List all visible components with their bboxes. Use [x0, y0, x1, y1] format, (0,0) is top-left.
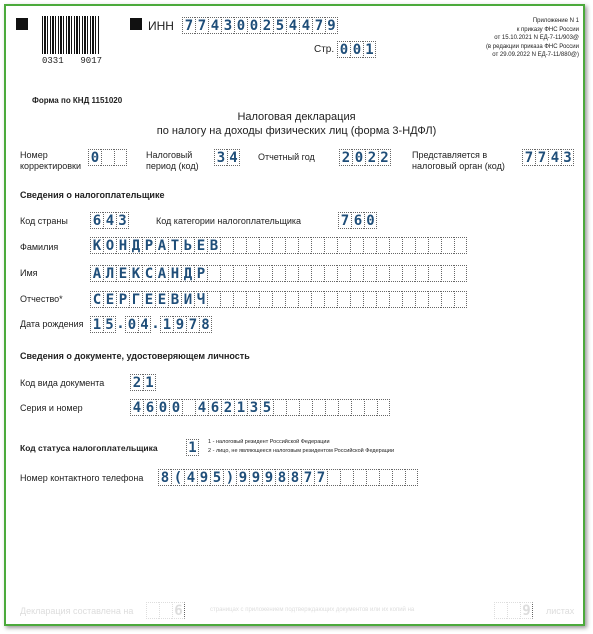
char-cell [324, 265, 337, 282]
char-cell [272, 237, 285, 254]
char-cell: 5 [273, 17, 286, 34]
char-cell: 7 [535, 149, 548, 166]
char-cell: 1 [160, 316, 173, 333]
char-cell [350, 237, 363, 254]
char-cell [207, 291, 220, 308]
char-cell [146, 602, 159, 619]
correction-label: Номер корректировки [20, 150, 82, 171]
char-cell [233, 237, 246, 254]
inn-label: ИНН [148, 19, 174, 33]
char-cell [351, 399, 364, 416]
char-cell [441, 237, 454, 254]
char-cell: 5 [210, 469, 223, 486]
char-cell: Р [116, 291, 129, 308]
char-cell: 9 [249, 469, 262, 486]
char-cell [246, 291, 259, 308]
char-cell [285, 237, 298, 254]
char-cell [312, 399, 325, 416]
char-cell: 6 [90, 212, 103, 229]
char-cell: А [155, 265, 168, 282]
series-number-field[interactable] [130, 399, 390, 416]
char-cell: Т [168, 237, 181, 254]
category-label: Код категории налогоплательщика [156, 216, 302, 226]
char-cell [415, 291, 428, 308]
char-cell: 6 [172, 602, 185, 619]
corner-marker-left [16, 18, 28, 30]
char-cell [246, 265, 259, 282]
char-cell: 3 [247, 399, 260, 416]
char-cell: 7 [182, 17, 195, 34]
year-label: Отчетный год [258, 152, 315, 162]
char-cell: Г [129, 291, 142, 308]
status-label: Код статуса налогоплательщика [20, 443, 158, 453]
char-cell [363, 265, 376, 282]
char-cell: Е [155, 291, 168, 308]
declaration-page [4, 4, 585, 626]
char-cell: 0 [337, 41, 350, 58]
char-cell [273, 399, 286, 416]
char-cell: 0 [234, 17, 247, 34]
char-cell [376, 237, 389, 254]
char-cell: К [90, 237, 103, 254]
char-cell: ) [223, 469, 236, 486]
patronymic-label: Отчество* [20, 294, 63, 304]
char-cell: В [168, 291, 181, 308]
country-label: Код страны [20, 216, 68, 226]
char-cell [402, 237, 415, 254]
char-cell: 5 [103, 316, 116, 333]
char-cell [114, 149, 127, 166]
attachment-label: страницах с приложением подтверждающих документов или их копий на [210, 607, 415, 613]
char-cell: К [129, 265, 142, 282]
authority-field[interactable] [522, 149, 574, 166]
document-type-field[interactable] [130, 374, 156, 391]
char-cell: 0 [350, 41, 363, 58]
sheets-label: листах [546, 606, 575, 616]
char-cell: 7 [338, 212, 351, 229]
char-cell: А [90, 265, 103, 282]
name-field[interactable] [90, 265, 467, 282]
char-cell: 2 [365, 149, 378, 166]
char-cell: Н [168, 265, 181, 282]
char-cell [259, 265, 272, 282]
char-cell [233, 265, 246, 282]
char-cell [298, 265, 311, 282]
char-cell: 2 [130, 374, 143, 391]
char-cell [337, 265, 350, 282]
char-cell: И [181, 291, 194, 308]
char-cell: 0 [125, 316, 138, 333]
char-cell [324, 291, 337, 308]
char-cell [376, 291, 389, 308]
char-cell: 0 [156, 399, 169, 416]
char-cell [259, 291, 272, 308]
char-cell: 4 [208, 17, 221, 34]
char-cell [402, 265, 415, 282]
document-section-title: Сведения о документе, удостоверяющем личность [20, 351, 250, 361]
char-cell [337, 291, 350, 308]
char-cell: 4 [184, 469, 197, 486]
char-cell: 2 [339, 149, 352, 166]
char-cell [377, 399, 390, 416]
char-cell: 6 [208, 399, 221, 416]
phone-label: Номер контактного телефона [20, 473, 144, 483]
char-cell: 3 [221, 17, 234, 34]
pages-field[interactable] [146, 602, 185, 619]
char-cell: 0 [364, 212, 377, 229]
char-cell [324, 237, 337, 254]
char-cell: 8 [288, 469, 301, 486]
char-cell: В [207, 237, 220, 254]
char-cell: 7 [314, 469, 327, 486]
char-cell [246, 237, 259, 254]
char-cell: 8 [199, 316, 212, 333]
footer [20, 602, 580, 622]
char-cell: Е [116, 265, 129, 282]
char-cell [207, 265, 220, 282]
char-cell [415, 237, 428, 254]
form-knd: Форма по КНД 1151020 [32, 96, 123, 105]
char-cell [159, 602, 172, 619]
char-cell [441, 265, 454, 282]
char-cell: 4 [227, 149, 240, 166]
birthdate-label: Дата рождения [20, 319, 84, 329]
period-label: Налоговый период (код) [146, 150, 199, 171]
char-cell: Ч [194, 291, 207, 308]
surname-label: Фамилия [20, 242, 59, 252]
char-cell: 4 [548, 149, 561, 166]
char-cell: Е [142, 291, 155, 308]
char-cell [363, 291, 376, 308]
char-cell: 3 [116, 212, 129, 229]
correction-field[interactable] [88, 149, 127, 166]
appendix-note: Приложение N 1 к приказу ФНС России от 15.10.2021 N ЕД-7-11/903@ (в редакции приказа ФНС России от 29.09.2022 N ЕД-7-11/880@) [485, 18, 579, 58]
char-cell: 7 [195, 17, 208, 34]
char-cell [350, 291, 363, 308]
status-field[interactable] [186, 439, 199, 456]
char-cell: 7 [522, 149, 535, 166]
char-cell [364, 399, 377, 416]
char-cell: 9 [236, 469, 249, 486]
char-cell: О [103, 237, 116, 254]
char-cell: Р [194, 265, 207, 282]
char-cell: 3 [561, 149, 574, 166]
name-label: Имя [20, 268, 38, 278]
surname-field[interactable] [90, 237, 467, 254]
char-cell: 9 [173, 316, 186, 333]
char-cell: С [90, 291, 103, 308]
char-cell: 4 [103, 212, 116, 229]
char-cell: 4 [130, 399, 143, 416]
char-cell [298, 237, 311, 254]
char-cell [428, 237, 441, 254]
char-cell [454, 265, 467, 282]
category-field[interactable] [338, 212, 377, 229]
char-cell [259, 237, 272, 254]
corner-marker-right [130, 18, 142, 30]
char-cell: 4 [286, 17, 299, 34]
barcode-number: 0331 9017 [42, 56, 102, 66]
char-cell: 0 [352, 149, 365, 166]
char-cell: 7 [186, 316, 199, 333]
char-cell: С [142, 265, 155, 282]
composed-label: Декларация составлена на [20, 606, 134, 616]
barcode [42, 16, 100, 54]
char-cell: 7 [312, 17, 325, 34]
char-cell: 4 [138, 316, 151, 333]
char-cell: 7 [301, 469, 314, 486]
year-field[interactable] [339, 149, 391, 166]
char-cell [507, 602, 520, 619]
form-title: Налоговая декларация по налогу на доходы физических лиц (форма 3-НДФЛ) [156, 111, 437, 137]
series-label: Серия и номер [20, 403, 83, 413]
char-cell [389, 265, 402, 282]
authority-label: Представляется в налоговый орган (код) [412, 150, 505, 171]
char-cell: 9 [262, 469, 275, 486]
phone-field[interactable] [158, 469, 418, 486]
birthdate-field[interactable]: 1 5 . 0 4 . 1 9 7 8 [90, 316, 212, 333]
char-cell [428, 265, 441, 282]
char-cell [220, 237, 233, 254]
char-cell [441, 291, 454, 308]
char-cell [311, 291, 324, 308]
char-cell [402, 291, 415, 308]
char-cell [389, 237, 402, 254]
char-cell: 1 [186, 439, 199, 456]
char-cell [272, 265, 285, 282]
char-cell: Р [142, 237, 155, 254]
char-cell [337, 237, 350, 254]
char-cell: 6 [143, 399, 156, 416]
patronymic-field[interactable] [90, 291, 467, 308]
char-cell [428, 291, 441, 308]
char-cell: 5 [260, 399, 273, 416]
char-cell [376, 265, 389, 282]
char-cell [325, 399, 338, 416]
inn-field[interactable] [182, 17, 338, 34]
char-cell [454, 291, 467, 308]
char-cell: 8 [275, 469, 288, 486]
char-cell [392, 469, 405, 486]
char-cell [353, 469, 366, 486]
char-cell: 0 [88, 149, 101, 166]
char-cell [182, 399, 195, 416]
char-cell: 9 [520, 602, 533, 619]
char-cell [454, 237, 467, 254]
char-cell [363, 237, 376, 254]
char-cell [366, 469, 379, 486]
document-type-label: Код вида документа [20, 378, 105, 388]
char-cell: Ь [181, 237, 194, 254]
char-cell [272, 291, 285, 308]
char-cell: 9 [325, 17, 338, 34]
sheets-field[interactable] [494, 602, 533, 619]
char-cell: 2 [378, 149, 391, 166]
char-cell [285, 291, 298, 308]
char-cell: ( [171, 469, 184, 486]
taxpayer-section-title: Сведения о налогоплательщике [20, 190, 165, 200]
page-label: Стр. [314, 44, 335, 55]
status-options: 1 - налоговый резидент Российской Федерации 2 - лицо, не являющееся налоговым резидентом Российской Федерации [208, 439, 395, 454]
char-cell: 6 [351, 212, 364, 229]
char-cell [311, 237, 324, 254]
char-cell: Н [116, 237, 129, 254]
char-cell [494, 602, 507, 619]
char-cell: 1 [143, 374, 156, 391]
char-cell [327, 469, 340, 486]
char-cell [389, 291, 402, 308]
char-cell [350, 265, 363, 282]
char-cell: 1 [234, 399, 247, 416]
char-cell: Е [103, 291, 116, 308]
char-cell: 0 [247, 17, 260, 34]
char-cell: Л [103, 265, 116, 282]
char-cell [220, 265, 233, 282]
char-cell: 0 [169, 399, 182, 416]
char-cell: 3 [214, 149, 227, 166]
char-cell: 2 [221, 399, 234, 416]
period-field[interactable] [214, 149, 240, 166]
char-cell [338, 399, 351, 416]
char-cell [379, 469, 392, 486]
char-cell [286, 399, 299, 416]
country-field[interactable] [90, 212, 129, 229]
char-cell [298, 291, 311, 308]
char-cell [405, 469, 418, 486]
char-cell [233, 291, 246, 308]
char-cell: 2 [260, 17, 273, 34]
char-cell: 4 [195, 399, 208, 416]
char-cell: 1 [90, 316, 103, 333]
char-cell [340, 469, 353, 486]
char-cell: 1 [363, 41, 376, 58]
char-cell: 4 [299, 17, 312, 34]
page-number-field[interactable] [337, 41, 376, 58]
char-cell: 9 [197, 469, 210, 486]
char-cell [220, 291, 233, 308]
char-cell [311, 265, 324, 282]
char-cell [299, 399, 312, 416]
char-cell [101, 149, 114, 166]
char-cell: Д [181, 265, 194, 282]
char-cell: 8 [158, 469, 171, 486]
char-cell: А [155, 237, 168, 254]
char-cell: Д [129, 237, 142, 254]
char-cell: Е [194, 237, 207, 254]
char-cell [415, 265, 428, 282]
char-cell [285, 265, 298, 282]
